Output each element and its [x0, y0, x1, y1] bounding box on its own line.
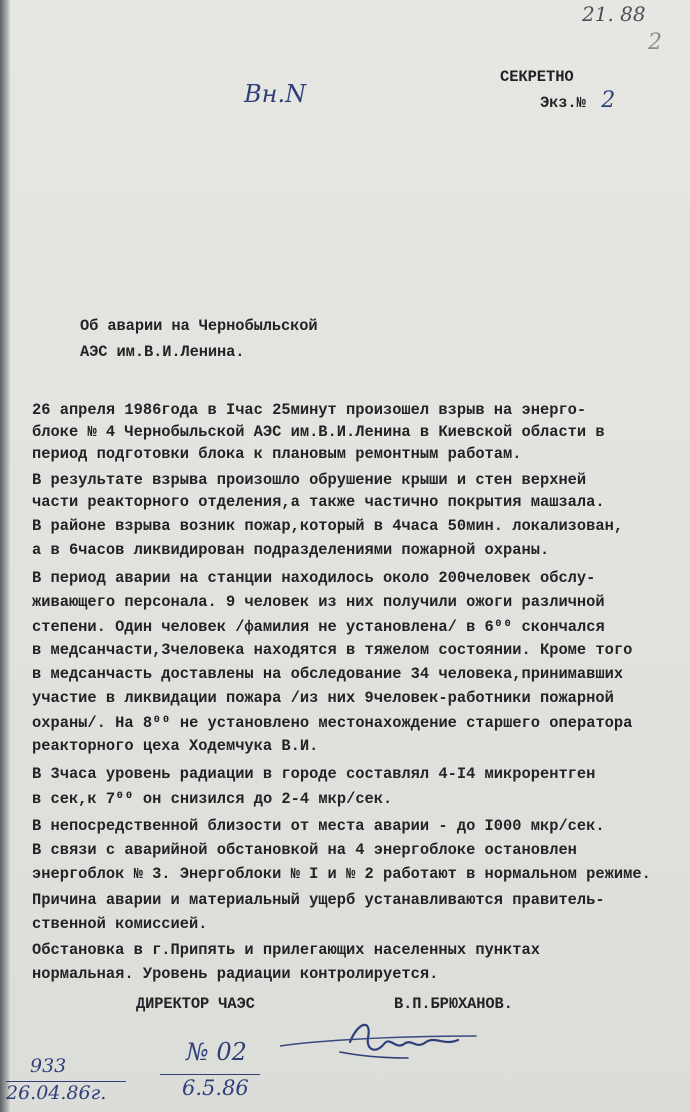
classification-label: СЕКРЕТНО: [500, 68, 574, 86]
registration-number: 933: [30, 1055, 67, 1077]
body-line: блоке № 4 Чернобыльской АЭС им.В.И.Ленина в Киевской области в: [32, 423, 605, 441]
body-line: период подготовки блока к плановым ремонтным работам.: [32, 445, 522, 463]
outgoing-number: № 02: [186, 1038, 247, 1066]
body-line: охраны/. На 8⁰⁰ не установлено местонахождение старшего оператора: [32, 714, 633, 732]
report-body: [32, 401, 682, 991]
body-line: Причина аварии и материальный ущерб устанавливаются правитель-: [32, 891, 605, 909]
body-line: В 3часа уровень радиации в городе составлял 4-I4 микрорентген: [32, 765, 596, 783]
corner-archive-number: 21. 88: [582, 2, 646, 26]
body-line: в медсанчасти,3человека находятся в тяжелом состоянии. Кроме того: [32, 641, 633, 659]
body-line: энергоблок № 3. Энергоблоки № I и № 2 работают в нормальном режиме.: [32, 865, 651, 883]
body-line: в медсанчасть доставлены на обследование 34 человека,принимавших: [32, 665, 624, 683]
handwritten-signature: [280, 1010, 480, 1070]
incoming-mark: Вн.N: [244, 80, 307, 108]
body-line: в сек,к 7⁰⁰ он снизился до 2-4 мкр/сек.: [32, 790, 393, 808]
corner-page-number: 2: [648, 30, 662, 55]
signatory-position: ДИРЕКТОР ЧАЭС: [136, 995, 255, 1013]
body-line: нормальная. Уровень радиации контролируется.: [32, 965, 439, 983]
body-line: В результате взрыва произошло обрушение крыши и стен верхней: [32, 471, 587, 489]
registration-date: 26.04.86г.: [6, 1082, 107, 1104]
body-line: В период аварии на станции находилось около 200человек обслу-: [32, 569, 596, 587]
body-line: В районе взрыва возник пожар,который в 4часа 50мин. локализован,: [32, 517, 624, 535]
scan-edge: [0, 0, 10, 1112]
body-line: части реакторного отделения,а также частично покрытия машзала.: [32, 493, 605, 511]
body-line: Обстановка в г.Припять и прилегающих населенных пунктах: [32, 941, 540, 959]
body-line: степени. Один человек /фамилия не установлена/ в 6⁰⁰ скончался: [32, 618, 605, 636]
subject-line-2: АЭС им.В.И.Ленина.: [80, 343, 245, 361]
body-line: ственной комиссией.: [32, 915, 208, 933]
body-line: 26 апреля 1986года в Iчас 25минут произошел взрыв на энерго-: [32, 401, 587, 419]
body-line: а в 6часов ликвидирован подразделениями пожарной охраны.: [32, 541, 550, 559]
subject-line-1: Об аварии на Чернобыльской: [80, 317, 318, 335]
copy-label: Экз.№: [540, 94, 586, 112]
signatory-name: В.П.БРЮХАНОВ.: [394, 995, 513, 1013]
body-line: В связи с аварийной обстановкой на 4 энергоблоке остановлен: [32, 841, 577, 859]
body-line: В непосредственной близости от места аварии - до I000 мкр/сек.: [32, 817, 605, 835]
copy-number: 2: [601, 88, 616, 113]
body-line: живающего персонала. 9 человек из них получили ожоги различной: [32, 593, 605, 611]
body-line: участие в ликвидации пожара /из них 9человек-работники пожарной: [32, 689, 614, 707]
outgoing-date: 6.5.86: [182, 1076, 249, 1100]
body-line: реакторного цеха Ходемчука В.И.: [32, 737, 319, 755]
copy-number-row: [540, 88, 615, 113]
outgoing-underline: [160, 1074, 260, 1075]
